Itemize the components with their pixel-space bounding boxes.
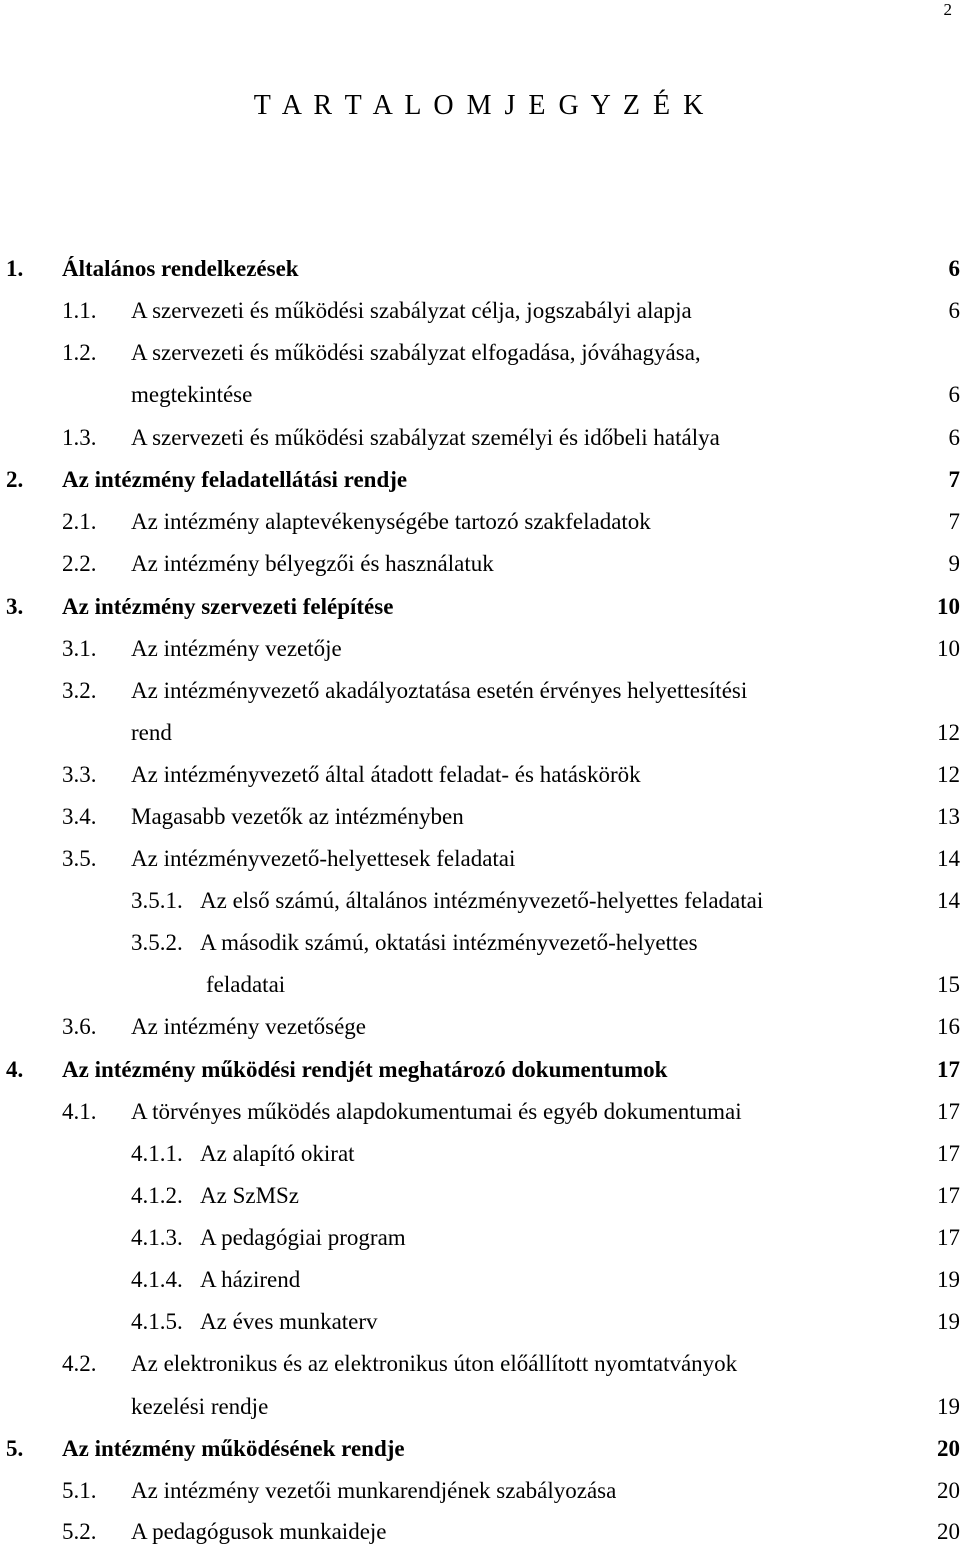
toc-entry-3-2[interactable] xyxy=(0,676,960,706)
toc-text: Az intézmény vezetője xyxy=(131,636,342,661)
toc-number: 3. xyxy=(6,594,24,619)
toc-page: 6 xyxy=(948,256,960,281)
toc-page: 7 xyxy=(948,467,960,492)
toc-number: 5.1. xyxy=(62,1478,97,1503)
toc-text: Az intézmény alaptevékenységébe tartozó szakfeladatok xyxy=(131,509,651,534)
toc-number: 1.3. xyxy=(62,425,97,450)
toc-number: 4.1.2. xyxy=(131,1183,183,1208)
toc-entry-3-5-1[interactable] xyxy=(0,886,960,916)
toc-page: 7 xyxy=(948,509,960,534)
toc-text: Az első számú, általános intézményvezető-helyettes feladatai xyxy=(200,888,764,913)
toc-entry-5-2[interactable] xyxy=(0,1517,960,1547)
toc-page: 14 xyxy=(937,846,960,871)
toc-number: 3.5. xyxy=(62,846,97,871)
toc-entry-4-1-1[interactable] xyxy=(0,1139,960,1169)
toc-page: 6 xyxy=(948,425,960,450)
toc-page: 12 xyxy=(937,720,960,745)
toc-text: Az intézmény szervezeti felépítése xyxy=(62,594,394,619)
toc-text: A szervezeti és működési szabályzat célja, jogszabályi alapja xyxy=(131,298,692,323)
toc-text: feladatai xyxy=(206,972,286,997)
toc-number: 3.3. xyxy=(62,762,97,787)
toc-entry-2-2[interactable] xyxy=(0,549,960,579)
toc-number: 3.5.2. xyxy=(131,930,183,955)
toc-entry-5[interactable] xyxy=(0,1434,960,1464)
toc-text: Az intézmény működésének rendje xyxy=(62,1436,405,1461)
toc-page: 10 xyxy=(937,636,960,661)
toc-text: megtekintése xyxy=(131,382,253,407)
toc-page: 19 xyxy=(937,1309,960,1334)
toc-entry-2[interactable] xyxy=(0,465,960,495)
toc-page: 17 xyxy=(937,1099,960,1124)
toc-page: 17 xyxy=(937,1225,960,1250)
toc-number: 3.2. xyxy=(62,678,97,703)
toc-text: Magasabb vezetők az intézményben xyxy=(131,804,464,829)
toc-page: 20 xyxy=(937,1436,960,1461)
toc-entry-1-1[interactable] xyxy=(0,296,960,326)
toc-number: 5.2. xyxy=(62,1519,97,1544)
toc-entry-1-2-cont[interactable] xyxy=(0,380,960,410)
toc-text: Az éves munkaterv xyxy=(200,1309,378,1334)
toc-number: 1.2. xyxy=(62,340,97,365)
toc-text: A szervezeti és működési szabályzat elfogadása, jóváhagyása, xyxy=(131,340,701,365)
toc-page: 15 xyxy=(937,972,960,997)
toc-number: 3.6. xyxy=(62,1014,97,1039)
toc-number: 4.1.3. xyxy=(131,1225,183,1250)
toc-text: Az intézmény feladatellátási rendje xyxy=(62,467,408,492)
toc-entry-4-1-4[interactable] xyxy=(0,1265,960,1295)
toc-number: 4. xyxy=(6,1057,24,1082)
toc-page: 6 xyxy=(948,298,960,323)
toc-page: 19 xyxy=(937,1267,960,1292)
toc-entry-3-4[interactable] xyxy=(0,802,960,832)
toc-text: Az intézményvezető által átadott feladat- és hatáskörök xyxy=(131,762,641,787)
toc-number: 4.2. xyxy=(62,1351,97,1376)
page-number: 2 xyxy=(943,0,952,19)
toc-entry-4-1-2[interactable] xyxy=(0,1181,960,1211)
toc-text: Az SzMSz xyxy=(200,1183,300,1208)
toc-page: 12 xyxy=(937,762,960,787)
toc-text: A pedagógiai program xyxy=(200,1225,406,1250)
page-title: T A R T A L O M J E G Y Z É K xyxy=(253,90,707,121)
toc-entry-4-2-cont[interactable] xyxy=(0,1392,960,1422)
toc-entry-3-1[interactable] xyxy=(0,634,960,664)
toc-page: 14 xyxy=(937,888,960,913)
toc-page: 17 xyxy=(937,1183,960,1208)
toc-entry-4-1-3[interactable] xyxy=(0,1223,960,1253)
toc-entry-3-5-2-cont[interactable] xyxy=(0,970,960,1000)
toc-page: 17 xyxy=(937,1057,960,1082)
toc-page: 19 xyxy=(937,1394,960,1419)
toc-text: A pedagógusok munkaideje xyxy=(131,1519,387,1544)
toc-text: Az intézményvezető akadályoztatása esetén érvényes helyettesítési xyxy=(131,678,748,703)
toc-entry-3-5[interactable] xyxy=(0,844,960,874)
toc-text: A második számú, oktatási intézményvezető-helyettes xyxy=(200,930,698,955)
toc-page: 16 xyxy=(937,1014,960,1039)
toc-number: 4.1.5. xyxy=(131,1309,183,1334)
toc-entry-3[interactable] xyxy=(0,592,960,622)
toc-entry-3-5-2[interactable] xyxy=(0,928,960,958)
toc-page: 20 xyxy=(937,1478,960,1503)
toc-number: 4.1.4. xyxy=(131,1267,183,1292)
toc-number: 3.5.1. xyxy=(131,888,183,913)
toc-text: Az intézmény bélyegzői és használatuk xyxy=(131,551,494,576)
toc-page: 13 xyxy=(937,804,960,829)
toc-text: Az elektronikus és az elektronikus úton előállított nyomtatványok xyxy=(131,1351,738,1376)
toc-text: Az alapító okirat xyxy=(200,1141,355,1166)
toc-number: 1.1. xyxy=(62,298,97,323)
toc-entry-3-2-cont[interactable] xyxy=(0,718,960,748)
toc-text: Az intézményvezető-helyettesek feladatai xyxy=(131,846,516,871)
toc-number: 2.1. xyxy=(62,509,97,534)
toc-entry-1[interactable] xyxy=(0,254,960,284)
toc-text: A szervezeti és működési szabályzat személyi és időbeli hatálya xyxy=(131,425,720,450)
toc-number: 2.2. xyxy=(62,551,97,576)
toc-text: Az intézmény működési rendjét meghatározó dokumentumok xyxy=(62,1057,668,1082)
toc-entry-4[interactable] xyxy=(0,1055,960,1085)
toc-entry-1-2[interactable] xyxy=(0,338,960,368)
toc-text: rend xyxy=(131,720,172,745)
toc-page: 9 xyxy=(948,551,960,576)
toc-number: 4.1. xyxy=(62,1099,97,1124)
toc-page: 17 xyxy=(937,1141,960,1166)
toc-page: 6 xyxy=(948,382,960,407)
toc-entry-2-1[interactable] xyxy=(0,507,960,537)
toc-entry-1-3[interactable] xyxy=(0,423,960,453)
toc-text: Általános rendelkezések xyxy=(62,256,299,281)
toc-entry-4-1[interactable] xyxy=(0,1097,960,1127)
toc-number: 4.1.1. xyxy=(131,1141,183,1166)
toc-number: 3.4. xyxy=(62,804,97,829)
toc-text: A házirend xyxy=(200,1267,301,1292)
toc-entry-5-1[interactable] xyxy=(0,1476,960,1506)
toc-text: Az intézmény vezetősége xyxy=(131,1014,366,1039)
toc-number: 2. xyxy=(6,467,24,492)
toc-number: 5. xyxy=(6,1436,24,1461)
toc-entry-3-6[interactable] xyxy=(0,1012,960,1042)
toc-text: A törvényes működés alapdokumentumai és egyéb dokumentumai xyxy=(131,1099,742,1124)
toc-page: 10 xyxy=(937,594,960,619)
toc-entry-4-2[interactable] xyxy=(0,1349,960,1379)
toc-entry-3-3[interactable] xyxy=(0,760,960,790)
toc-page: 20 xyxy=(937,1519,960,1544)
toc-entry-4-1-5[interactable] xyxy=(0,1307,960,1337)
toc-text: Az intézmény vezetői munkarendjének szabályozása xyxy=(131,1478,617,1503)
toc-number: 3.1. xyxy=(62,636,97,661)
toc-text: kezelési rendje xyxy=(131,1394,269,1419)
toc-number: 1. xyxy=(6,256,24,281)
